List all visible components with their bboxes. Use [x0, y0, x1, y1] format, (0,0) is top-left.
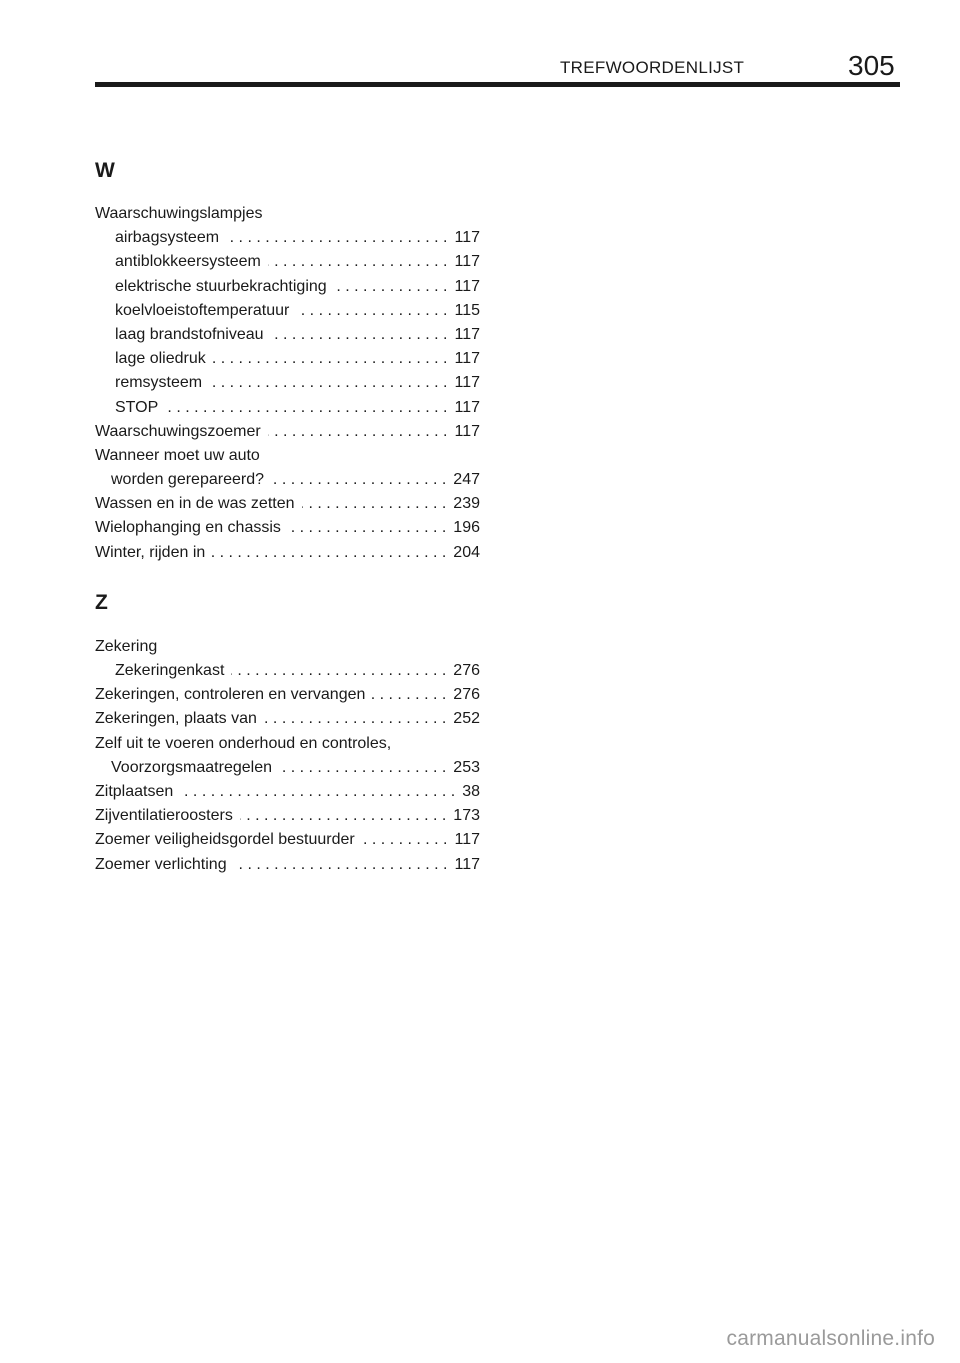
entry-page: 115: [454, 301, 480, 319]
index-entry: [95, 492, 480, 516]
dot-leader: [271, 323, 448, 347]
entry-text: koelvloeistoftemperatuur: [115, 301, 290, 319]
entry-page: 276: [453, 662, 480, 679]
index-entry: [95, 250, 480, 274]
entry-page: 117: [454, 855, 480, 873]
index-entry: [95, 323, 480, 347]
dot-leader: [302, 492, 447, 516]
entry-text: Zekeringenkast: [115, 662, 225, 679]
entry-page: 276: [453, 686, 480, 704]
entry-text: antiblokkeersysteem: [115, 253, 261, 271]
entry-page: 117: [454, 277, 480, 295]
entry-page: 196: [453, 519, 480, 537]
index-entry: [95, 659, 480, 683]
entry-page: 117: [454, 325, 480, 343]
entry-text: Wassen en in de was zetten: [95, 495, 295, 513]
entry-page: 117: [454, 831, 480, 849]
entry-text: Zelf uit te voeren onderhoud en controles,: [95, 734, 392, 752]
dot-leader: [209, 371, 447, 395]
index-entry: [95, 444, 480, 468]
entry-page: 117: [454, 422, 480, 440]
entry-text: airbagsysteem: [115, 229, 220, 247]
index-entry: [95, 707, 480, 731]
entry-page: 239: [453, 495, 480, 513]
entry-page: 117: [454, 350, 480, 368]
dot-leader: [362, 828, 448, 852]
entry-page: 253: [453, 758, 480, 776]
dot-leader: [180, 780, 455, 804]
entry-page: 117: [454, 253, 480, 271]
index-entry: [95, 853, 480, 877]
entry-page: 117: [454, 374, 480, 392]
index-entry: [95, 683, 480, 707]
dot-leader: [212, 541, 446, 565]
index-entry: [95, 732, 480, 756]
entry-text: remsysteem: [115, 374, 203, 392]
entry-text: Zekeringen, controleren en vervangen: [95, 686, 366, 704]
dot-leader: [279, 756, 446, 780]
dot-leader: [240, 804, 446, 828]
index-entry: [95, 541, 480, 565]
entry-page: 173: [453, 807, 480, 825]
entry-text: Wanneer moet uw auto: [95, 446, 260, 464]
index-entry: [95, 780, 480, 804]
index-entry: [95, 420, 480, 444]
index-entry: [95, 202, 480, 226]
dot-leader: [271, 468, 446, 492]
page-number: 305: [848, 50, 895, 81]
index-entry: [95, 828, 480, 852]
entry-page: 204: [453, 543, 480, 561]
entry-page: 247: [453, 471, 480, 489]
index-entry: [95, 347, 480, 371]
entry-text: STOP: [115, 398, 159, 416]
entry-text: Voorzorgsmaatregelen: [111, 758, 272, 776]
entry-page: 117: [454, 229, 480, 247]
entry-text: lage oliedruk: [115, 350, 206, 368]
section-letter-w: W: [95, 159, 115, 182]
entry-text: Zijventilatieroosters: [95, 807, 233, 825]
entry-text: Winter, rijden in: [95, 543, 206, 561]
index-entry: [95, 804, 480, 828]
footer-watermark: carmanualsonline.info: [726, 1327, 935, 1350]
header-rule: [95, 82, 900, 87]
index-entry: [95, 756, 480, 780]
dot-leader: [372, 683, 446, 707]
dot-leader: [234, 853, 448, 877]
entry-page: 38: [462, 782, 480, 800]
dot-leader: [268, 420, 448, 444]
entry-text: worden gerepareerd?: [111, 471, 264, 489]
entry-text: Zitplaatsen: [95, 782, 174, 800]
index-entry: [95, 396, 480, 420]
entry-text: Zoemer veiligheidsgordel bestuurder: [95, 831, 355, 849]
dot-leader: [296, 299, 447, 323]
dot-leader: [264, 707, 446, 731]
entry-page: 117: [454, 398, 480, 416]
index-entry: [95, 275, 480, 299]
index-entry: [95, 371, 480, 395]
entry-text: Waarschuwingslampjes: [95, 205, 263, 222]
entry-page: 252: [453, 710, 480, 728]
dot-leader: [226, 226, 447, 250]
dot-leader: [213, 347, 448, 371]
header-title: TREFWOORDENLIJST: [560, 58, 745, 77]
index-entry: [95, 299, 480, 323]
entry-text: Wielophanging en chassis: [95, 519, 281, 537]
entry-text: elektrische stuurbekrachtiging: [115, 277, 327, 295]
dot-leader: [268, 250, 448, 274]
dot-leader: [231, 659, 446, 683]
entry-text: Zekeringen, plaats van: [95, 710, 257, 728]
entry-text: Waarschuwingszoemer: [95, 422, 261, 440]
dot-leader: [165, 396, 447, 420]
section-letter-z: Z: [95, 590, 108, 614]
entry-text: Zekering: [95, 637, 158, 655]
dot-leader: [334, 275, 448, 299]
index-entry: [95, 516, 480, 540]
index-entry: [95, 635, 480, 659]
entry-text: laag brandstofniveau: [115, 325, 264, 343]
dot-leader: [288, 516, 446, 540]
index-column: [95, 155, 480, 877]
index-entry: [95, 468, 480, 492]
entry-text: Zoemer verlichting: [95, 855, 227, 873]
index-entry: [95, 226, 480, 250]
